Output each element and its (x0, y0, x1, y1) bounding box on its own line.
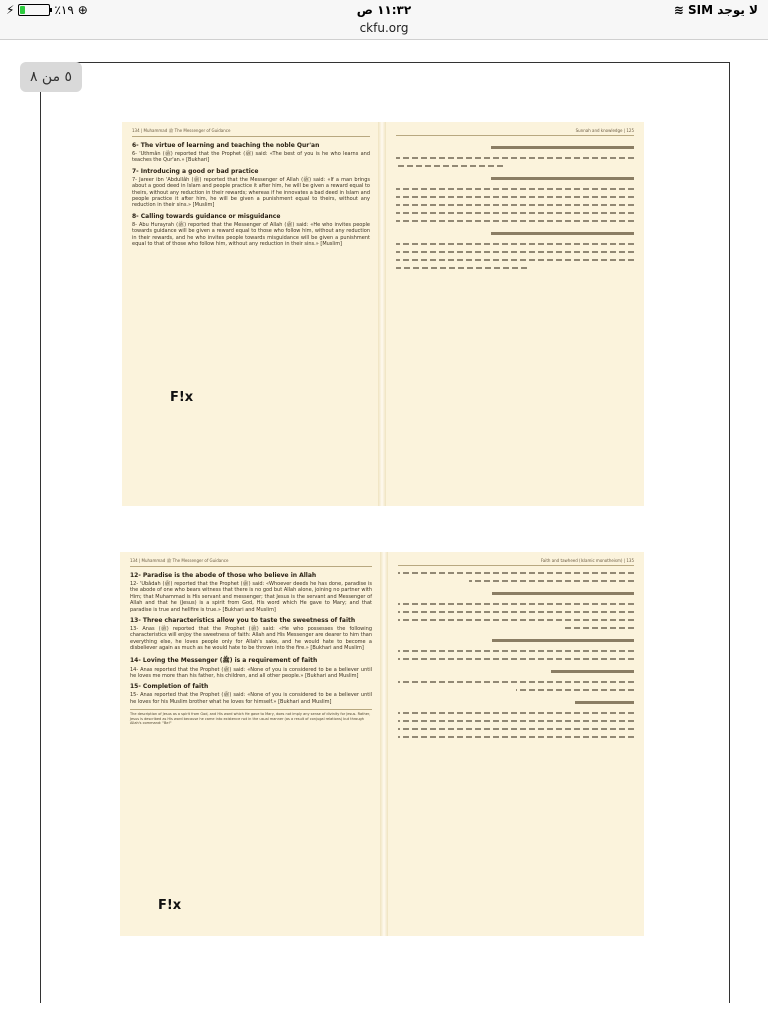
spread2-section-text: 14- Anas reported that the Prophet (ﷺ) said: «None of you is considered to be a believer until he loves me more than his father, his children, and all other people.» [Bukhari and Muslim] (130, 666, 372, 680)
spread2-section-text: 12- 'Ubâdah (ﷺ) reported that the Prophet (ﷺ) said: «Whoever deeds he has done, paradise is the abode of one who bears witness that there is no god but Allah alone, joining no partner with Him; that Muhammad is His servant and messenger; that Jesus is the servant and Messenger of Allah and that he (Jesus) is a spirit from God, His word which He gave to Mary; and that paradise is true and hellfire is true.» [Bukhari and Muslim] (130, 581, 373, 613)
arabic-heading (491, 146, 634, 149)
arabic-heading (492, 639, 634, 642)
arabic-text-line (396, 196, 634, 198)
arabic-text-line (398, 658, 634, 660)
arabic-heading (491, 232, 634, 235)
arabic-text-line (398, 681, 634, 683)
status-right (674, 3, 758, 17)
spread2-right-header: Faith and tawheed (Islamic monotheism) | 135 (398, 558, 634, 566)
arabic-text-line (398, 650, 634, 652)
arabic-text-line (396, 212, 634, 214)
spread1-section-text: 8- Abu Hurayrah (ﷺ) reported that the Messenger of Allah (ﷺ) said: «He who invites people towards guidance will be given a reward equal to those who follow him, without any reduction in their rewards, and he who invites people towards misguidance will be given a punishment equal to that of those who follow him, without any reduction in their sins.» [Muslim] (132, 221, 370, 248)
spread2-left-page (120, 552, 382, 936)
arabic-text-line (396, 259, 634, 261)
rotation-lock-icon: ⊕ (77, 3, 88, 17)
arabic-text-line (398, 712, 634, 714)
arabic-text-line (516, 689, 634, 691)
charging-icon: ⚡ (6, 3, 15, 17)
spread1-right-header: Sunnah and knowledge | 125 (396, 128, 634, 136)
spread2-gutter (380, 552, 388, 936)
spread2-section-title: 13- Three characteristics allow you to taste the sweetness of faith (130, 617, 356, 625)
spread2-section-text: 13- Anas (ﷺ) reported that the Prophet (ﷺ) said: «He who possesses the following characteristics will enjoy the sweetness of faith: Allah and His Messenger are dearer to him than everything else, he loves people only for Allah's sake, and he would hate to become a disbeliever again as much as he would hate to be thrown into the fire.» [Bukhari and Muslim] (130, 626, 373, 652)
arabic-text-line (396, 220, 634, 222)
watermark-logo: F!x (158, 898, 182, 913)
battery-percent: ٪١٩ (54, 3, 74, 17)
arabic-text-line (396, 204, 634, 206)
arabic-heading (575, 701, 634, 704)
spread1-section-title: 8- Calling towards guidance or misguidance (132, 212, 281, 220)
spread1-right-page (386, 122, 644, 506)
arabic-heading (492, 592, 634, 595)
status-bar (0, 0, 768, 20)
spread1-left-header: 134 | Muhammad ﷺ The Messenger of Guidance (132, 128, 370, 137)
arabic-text-line (563, 627, 634, 629)
url-bar[interactable]: ckfu.org (0, 19, 768, 40)
book-spread-1 (122, 122, 644, 506)
arabic-text-line (398, 720, 634, 722)
arabic-text-line (396, 251, 634, 253)
arabic-text-line (398, 736, 634, 738)
spread1-section-text: 7- Jareer ibn 'Abdullâh (ﷺ) reported that the Messenger of Allah (ﷺ) said: «If a man brings about a good deed in Islam and people practice it after him, he will be given a reward equal to theirs, without any reduction in their rewards; whereas if he innovates a bad deed in Islam and people practice it after him, he will be given a punishment equal to theirs, without any reduction in their sins.» [Muslim] (132, 176, 370, 209)
book-spread-2 (120, 552, 644, 936)
arabic-text-line (398, 728, 634, 730)
spread2-section-title: 12- Paradise is the abode of those who believe in Allah (130, 572, 317, 579)
spread2-section-title: 15- Completion of faith (130, 683, 209, 691)
spread2-footnote: The description of Jesus as a spirit from God, and His word which He gave to Mary, does not imply any sense of divinity for Jesus. Rather, Jesus is described as His word because he came into existence not in the usual manner (as a result of conjugal relations) but through Allah's command: "Be!" (130, 709, 372, 725)
spread2-left-header: 134 | Muhammad ﷺ The Messenger of Guidance (130, 558, 372, 567)
spread2-right-page (388, 552, 644, 936)
spread2-section-text: 15- Anas reported that the Prophet (ﷺ) said: «None of you is considered to be a believer until he loves for his Muslim brother what he loves for himself.» [Bukhari and Muslim] (130, 692, 372, 705)
page-indicator: ٥ من ٨ (20, 62, 82, 92)
arabic-text-line (398, 611, 634, 613)
arabic-text-line (396, 165, 503, 167)
arabic-heading (491, 177, 634, 180)
spread1-section-title: 6- The virtue of learning and teaching the noble Qur'an (132, 142, 320, 149)
arabic-text-line (469, 580, 634, 582)
arabic-text-line (396, 243, 634, 245)
spread1-section-title: 7- Introducing a good or bad practice (132, 167, 259, 175)
arabic-text-line (396, 267, 527, 269)
wifi-icon: ≋ (673, 3, 684, 17)
arabic-text-line (398, 603, 634, 605)
carrier-label: لا يوجد SIM (688, 3, 758, 17)
arabic-heading (551, 670, 634, 673)
spread2-section-title: 14- Loving the Messenger (ﷺ) is a requirement of faith (130, 656, 318, 664)
arabic-text-line (398, 619, 634, 621)
arabic-text-line (398, 572, 634, 574)
arabic-text-line (396, 157, 634, 159)
watermark-logo: F!x (170, 390, 194, 405)
document-viewer[interactable] (0, 40, 768, 1024)
spread1-left-page (122, 122, 380, 506)
status-time: ١١:٣٢ ص (356, 3, 412, 17)
arabic-text-line (396, 188, 634, 190)
spread1-section-text: 6- 'Uthmân (ﷺ) reported that the Prophet (ﷺ) said: «The best of you is he who learns and teaches the Qur'an.» [Bukhari] (132, 151, 371, 164)
spread1-gutter (378, 122, 386, 506)
